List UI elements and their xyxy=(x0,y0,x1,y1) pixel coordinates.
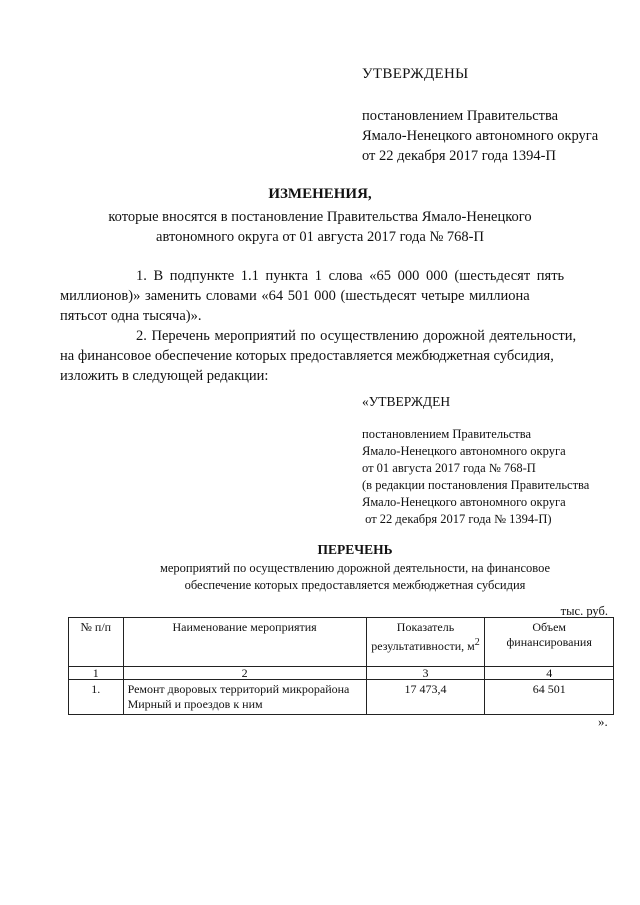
document-subtitle xyxy=(0,207,640,247)
quoted-approval-heading: «УТВЕРЖДЕН xyxy=(362,394,451,409)
paragraph-line: миллионов)» заменить словами «64 501 000 (шестьдесят четыре миллиона xyxy=(60,288,530,304)
row-num: 1. xyxy=(69,680,124,715)
quoted-approval-line: от 22 декабря 2017 года № 1394-П) xyxy=(362,512,552,526)
row-funding: 64 501 xyxy=(485,680,614,715)
header-funding: Объем финансирования xyxy=(485,618,614,667)
document-subtitle-line: которые вносятся в постановление Правительства Ямало-Ненецкого xyxy=(108,209,532,225)
header-num: № п/п xyxy=(69,618,124,667)
column-number: 3 xyxy=(366,667,485,680)
approval-block xyxy=(362,106,598,166)
column-number: 1 xyxy=(69,667,124,680)
list-subtitle xyxy=(0,560,640,594)
header-indicator-sup: 2 xyxy=(474,637,480,648)
paragraph-line: на финансовое обеспечение которых предоставляется межбюджетная субсидия, xyxy=(60,348,554,364)
paragraph-line: 2. Перечень мероприятий по осуществлению дорожной деятельности, xyxy=(136,328,577,344)
table-header-row xyxy=(69,618,614,667)
row-name: Ремонт дворовых территорий микрорайона Мирный и проездов к ним xyxy=(123,680,366,715)
approval-line: Ямало-Ненецкого автономного округа xyxy=(362,128,599,144)
list-subtitle-line: обеспечение которых предоставляется межбюджетная субсидия xyxy=(184,578,526,592)
closing-quote: ». xyxy=(598,714,608,729)
paragraph-2 xyxy=(60,326,610,386)
quoted-approval-line: Ямало-Ненецкого автономного округа xyxy=(362,444,566,458)
paragraph-line: изложить в следующей редакции: xyxy=(60,368,269,384)
approval-line: от 22 декабря 2017 года 1394-П xyxy=(362,148,556,164)
document-title: ИЗМЕНЕНИЯ, xyxy=(268,186,372,202)
header-indicator xyxy=(366,618,485,667)
quoted-approval-block xyxy=(362,426,589,528)
quoted-approval-line: (в редакции постановления Правительства xyxy=(362,478,590,492)
column-number-row xyxy=(69,667,614,680)
paragraph-line: 1. В подпункте 1.1 пункта 1 слова «65 000 000 (шестьдесят пять xyxy=(136,268,565,284)
quoted-approval-line: постановлением Правительства xyxy=(362,427,532,441)
approval-line: постановлением Правительства xyxy=(362,108,559,124)
quoted-approval-line: от 01 августа 2017 года № 768-П xyxy=(362,461,536,475)
header-indicator-text: Показатель результативности, м xyxy=(371,620,475,653)
quoted-approval-line: Ямало-Ненецкого автономного округа xyxy=(362,495,566,509)
approval-heading: УТВЕРЖДЕНЫ xyxy=(362,66,469,82)
header-name: Наименование мероприятия xyxy=(123,618,366,667)
measures-table xyxy=(68,617,614,715)
list-title: ПЕРЕЧЕНЬ xyxy=(317,542,393,557)
document-subtitle-line: автономного округа от 01 августа 2017 года № 768-П xyxy=(156,229,484,245)
row-indicator: 17 473,4 xyxy=(366,680,485,715)
column-number: 2 xyxy=(123,667,366,680)
list-subtitle-line: мероприятий по осуществлению дорожной деятельности, на финансовое xyxy=(159,561,551,575)
units-label: тыс. руб. xyxy=(560,604,608,618)
paragraph-line: пятьсот одна тысяча)». xyxy=(60,308,202,324)
paragraph-1 xyxy=(60,266,610,326)
table-row xyxy=(69,680,614,715)
column-number: 4 xyxy=(485,667,614,680)
